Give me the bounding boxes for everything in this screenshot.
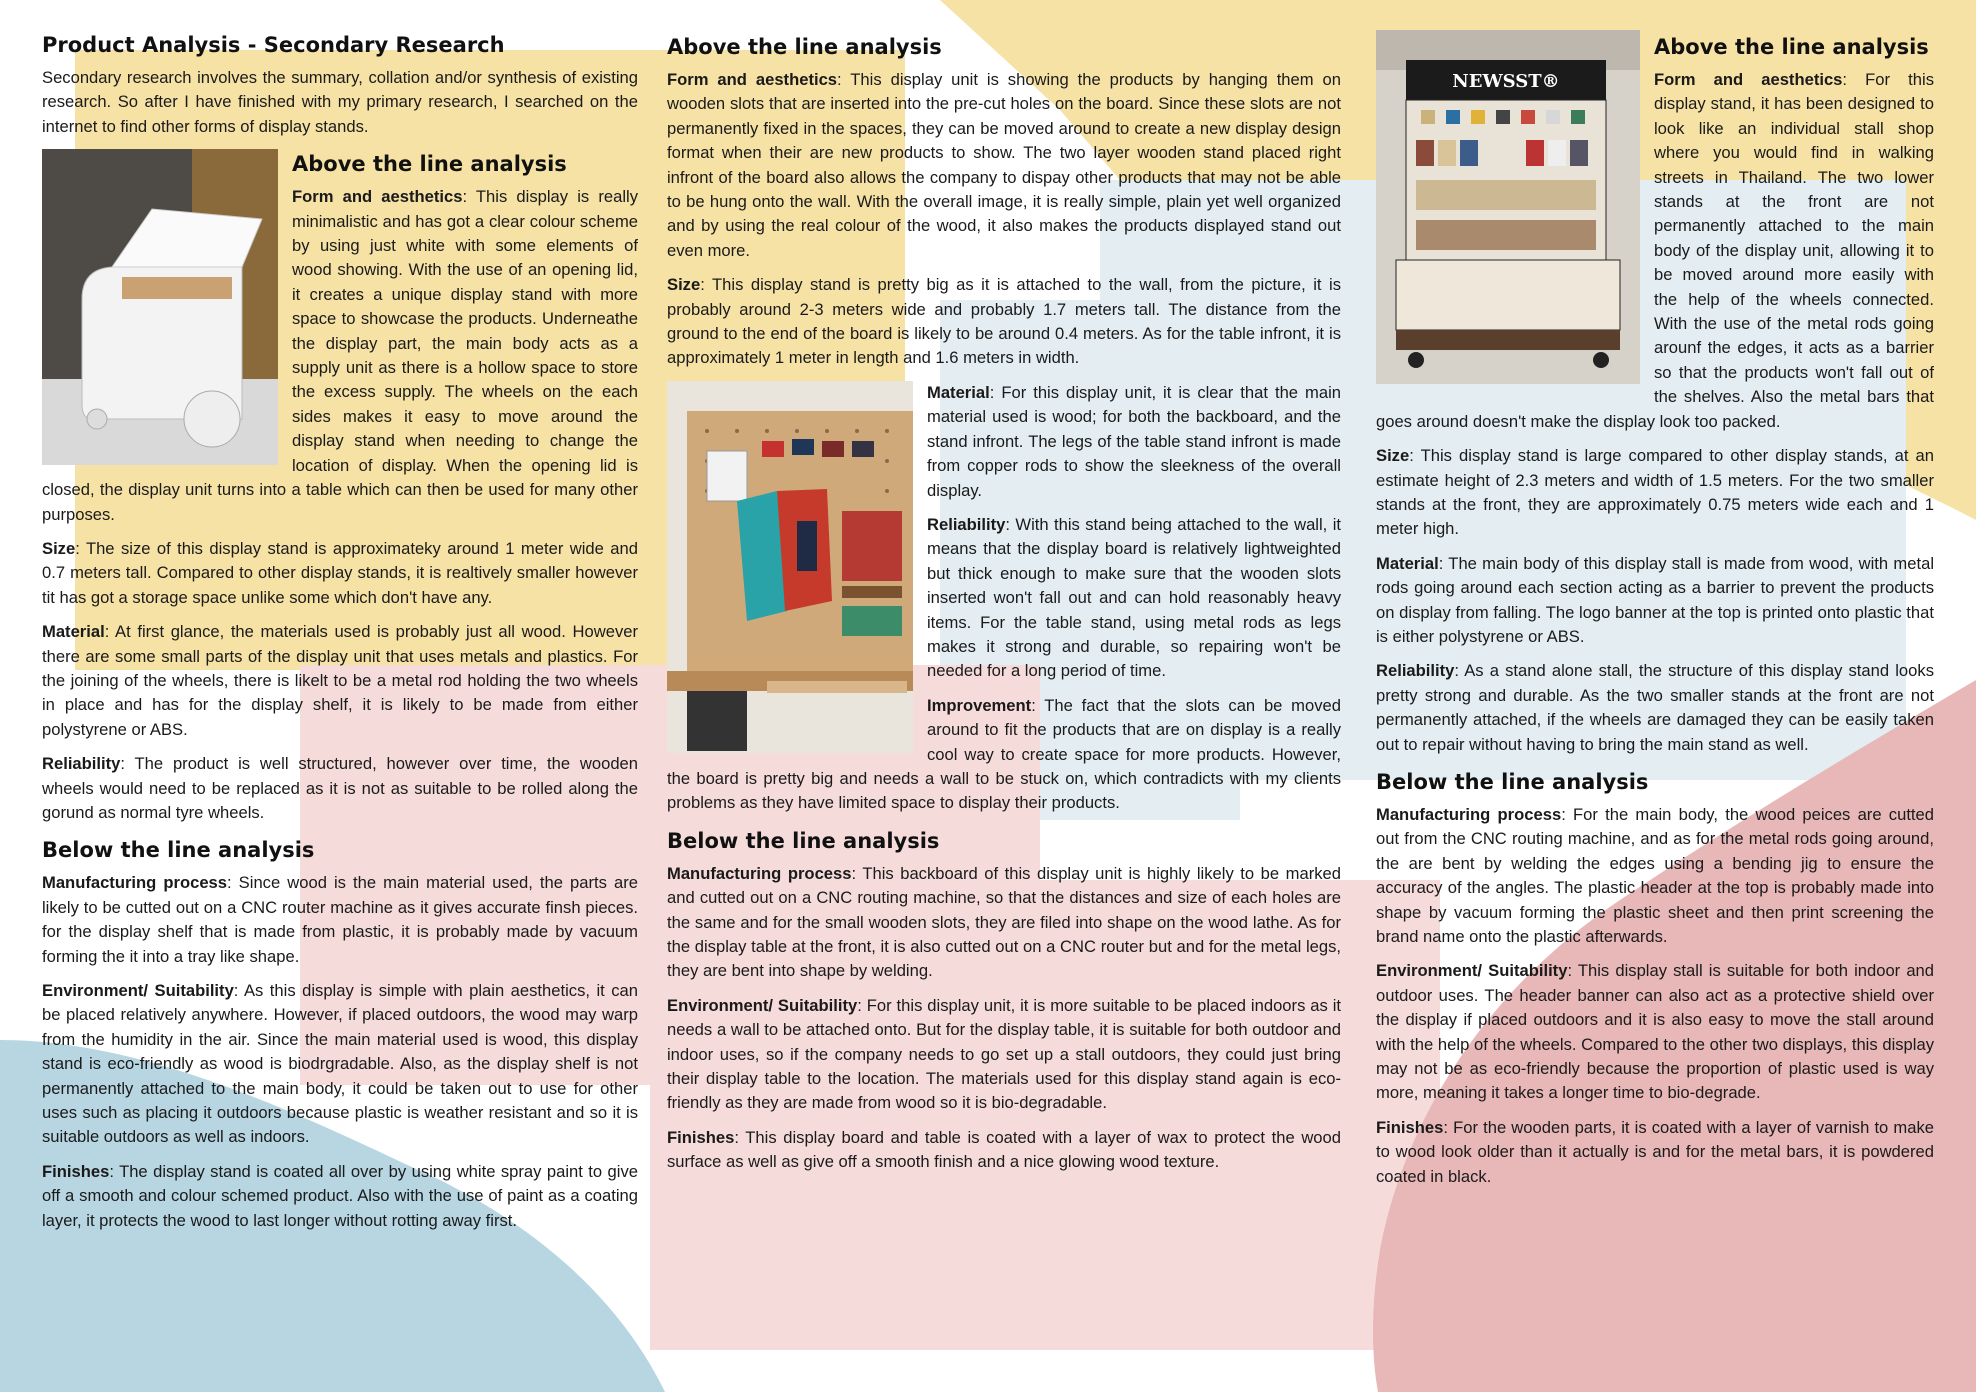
finishes-paragraph [667,1126,1341,1175]
reliability-paragraph [1376,659,1934,757]
environment-text: : As this display is simple with plain aesthetics, it can be placed relatively anywhere. However, if placed outdoors, the wood may warp from the humidity in the air. Since the main material used is wood, this display stand is eco-friendly as wood is biodrgradable. Also, as the display shelf is not permanently attached to the main body, it could be taken out to use for other uses such as placing it outdoors because plastic is weather resistant and so it is suitable outdoors as well as indoors. [42,981,638,1147]
material-text: : For this display unit, it is clear that the main material used is wood; for both the backboard, and the stand infront. The legs of the table stand infront is made from copper rods to show the sleekness of the overall display. [927,382,1341,500]
finishes-paragraph [1376,1116,1934,1189]
page-title: Product Analysis - Secondary Research [42,33,505,57]
manufacturing-text: : For the main body, the wood peices are cutted out from the CNC routing machine, and as for the metal rods going around, the are bent by welding the edges using a bending jig to ensure the accuracy of the angles. The plastic header at the top is probably made into shape by vacuum forming the plastic sheet and then print screening the brand name onto the plastic afterwards. [1376,804,1934,946]
above-line-heading: Above the line analysis [667,35,942,59]
size-paragraph [667,273,1341,371]
intro-paragraph: Secondary research involves the summary, collation and/or synthesis of existing research. So after I have finished with my primary research, I searched on the internet to find other forms of display stands. [42,68,638,136]
reliability-text: : With this stand being attached to the wall, it means that the display board is relatively lightweighted but thick enough to make sure that the wooden slots inserted won't fall out and can hold reasonably heavy items. For the table stand, using metal rods as legs makes it strong and durable, so repairing won't be needed for a long period of time. [927,514,1341,681]
newsstand-sign-text: NEWSST® [1452,71,1560,92]
environment-text: : For this display unit, it is more suitable to be placed indoors as it needs a wall to be attached onto. But for the display table, it is suitable for both outdoor and indoor uses, so if the company needs to go set up a stall outdoors, they could just bring their display table to the location. The materials used for this display stand again is eco-friendly as they are made from wood so it is bio-degradable. [667,995,1341,1113]
reliability-label: Reliability [927,514,1006,534]
newsstand-stall-photo [1376,30,1640,384]
size-paragraph [1376,444,1934,542]
form-aesthetics-paragraph [667,68,1341,263]
finishes-paragraph [42,1160,638,1233]
above-line-heading: Above the line analysis [1654,35,1929,59]
size-label: Size [42,538,76,558]
manufacturing-paragraph [1376,803,1934,949]
form-label: Form and aesthetics [292,187,463,207]
finishes-label: Finishes [42,1161,110,1181]
finishes-text: : The display stand is coated all over by using white spray paint to give off a smooth and colour schemed product. Also with the use of paint as a coating layer, it protects the wood to last longer without rotting away first. [42,1161,638,1230]
form-text: : This display unit is showing the products by hanging them on wooden slots that are inserted into the pre-cut holes on the board. Since these slots are not permanently fixed in the spaces, they can be moved around to create a new display design format when their are new products to show. The two layer wooden stand placed right infront of the board also allows the company to dispay other products that may not be able to be hung onto the wall. With the overall image, it is really simple, plain yet well organized and by using the real colour of the wood, it also makes the products displayed stand out even more. [667,70,1341,260]
above-line-heading: Above the line analysis [292,152,567,177]
column-3 [1376,30,1934,1199]
finishes-label: Finishes [1376,1117,1444,1137]
manufacturing-label: Manufacturing process [667,863,852,883]
below-line-heading: Below the line analysis [42,838,315,863]
manufacturing-label: Manufacturing process [1376,804,1562,824]
environment-paragraph [42,979,638,1150]
material-paragraph [1376,552,1934,650]
finishes-text: : For the wooden parts, it is coated with a layer of varnish to make to wood look older than it actually is and for the metal bars, it is powdered coated in black. [1376,1117,1934,1186]
environment-label: Environment/ Suitability [42,981,234,1000]
material-paragraph [42,620,638,742]
column-2 [667,30,1341,1185]
manufacturing-label: Manufacturing process [42,873,228,893]
finishes-text: : This display board and table is coated with a layer of wax to protect the wood surface as well as give off a smooth finish and a nice glowing wood texture. [667,1127,1341,1172]
finishes-label: Finishes [667,1127,735,1147]
pegboard-wall-display-photo [667,381,913,753]
reliability-text: : The product is well structured, however over time, the wooden wheels would need to be replaced as it is not as suitable to be rolled along the gorund as normal tyre wheels. [42,754,638,822]
reliability-text: : As a stand alone stall, the structure of this display stand looks pretty strong and durable. As the two smaller stands at the front are not permanently attached, if the wheels are damaged they can be easily taken out to repair without having to bring the main stand as well. [1376,661,1934,754]
environment-text: : This display stall is suitable for both indoor and outdoor uses. The header banner can also act as a protective shield over the display if placed outdoors and it is also easy to move the stall around with the help of the wheels. Compared to the other two displays, this display may not be as eco-friendly because the proportion of plastic used is way more, meaning it takes a longer time to bio-degrade. [1376,961,1935,1103]
column-1 [42,30,638,1243]
material-label: Material [1376,553,1439,573]
reliability-label: Reliability [42,754,121,774]
size-text: : This display stand is pretty big as it is attached to the wall, from the picture, it is probably around 2-3 meters wide and probably 1.7 meters tall. The distance from the ground to the end of the board is likely to be around 0.4 meters. As for the table infront, it is approximately 1 meter in length and 1.6 meters in width. [667,275,1341,368]
form-label: Form and aesthetics [1654,70,1843,89]
improvement-text: : The fact that the slots can be moved around to fit the products that are on display is a really cool way to create space for more products. However, the board is pretty big and needs a wall to be stuck on, which contradicts with my clients problems as they have limited space to display their products. [667,695,1341,813]
material-text: : At first glance, the materials used is probably just all wood. However there are some small parts of the display unit that uses metals and plastics. For the joining of the wheels, there is likelt to be a metal rod holding the two wheels in place and has for the display shelf, it is likely to be made from either polystyrene or ABS. [42,622,638,739]
manufacturing-paragraph [667,862,1341,984]
white-cart-display-photo [42,149,278,465]
size-label: Size [1376,446,1410,466]
environment-paragraph [1376,959,1934,1105]
manufacturing-text: : Since wood is the main material used, the parts are likely to be cutted out on a CNC router machine as it gives accurate finsh pieces. for the display shelf that is made from plastic, it is probably made by vacuum forming the it into a tray like shape. [42,873,638,966]
material-label: Material [927,382,990,402]
manufacturing-text: : This backboard of this display unit is highly likely to be marked and cutted out on a CNC routing machine, so that the distances and size of each holes are the same and for the small wooden slots, they are filed into shape on the wood lathe. As for the display table at the front, it is also cutted out on a CNC router but and for the metal legs, they are bent into shape by welding. [667,863,1341,981]
environment-paragraph [667,994,1341,1116]
size-label: Size [667,275,701,295]
form-label: Form and aesthetics [667,70,838,89]
below-line-heading: Below the line analysis [1376,769,1649,794]
size-text: : This display stand is large compared to other display stands, at an estimate height of 2.3 meters and width of 1.5 meters. For the two smaller stands at the front, they are approximately 0.75 meters wide each and 1 meter high. [1376,446,1934,539]
manufacturing-paragraph [42,871,638,969]
material-text: : The main body of this display stall is made from wood, with metal rods going around each section acting as a barrier to prevent the products on display from falling. The logo banner at the top is printed onto plastic that is either polystyrene or ABS. [1376,553,1934,646]
reliability-paragraph [42,752,638,825]
below-line-heading: Below the line analysis [667,828,940,853]
size-text: : The size of this display stand is approximateky around 1 meter wide and 0.7 meters tall. Compared to other display stands, it is realtively smaller however tit has got a storage space unlike some which don't have any. [42,538,638,607]
reliability-label: Reliability [1376,661,1455,681]
improvement-label: Improvement [927,695,1032,715]
form-text: : For this display stand, it has been designed to look like an individual stall shop where you would find in walking streets in Thailand. The two lower stands at the front are not permanently attached to the main body of the display unit, allowing it to be moved around more easily with the help of the wheels connected. With the use of the metal rods going arounf the edges, it acts as a barrier so that the products won't fall out of the shelves. Also the metal bars that goes around doesn't make the display look too packed. [1376,70,1934,431]
form-text: : This display is really minimalistic and has got a clear colour scheme by using just white with some elements of wood showing. With the use of an opening lid, it creates a unique display stand with more space to showcase the products. Underneathe the display part, the main body acts as a supply unit as there is a hollow space to store the excess supply. The wheels on the each sides makes it easy to move around the display stand when needing to change the location of display. When the opening lid is closed, the display unit turns into a table which can then be used for many other purposes. [42,187,638,524]
environment-label: Environment/ Suitability [667,995,858,1015]
size-paragraph [42,537,638,610]
environment-label: Environment/ Suitability [1376,961,1568,981]
material-label: Material [42,622,105,642]
